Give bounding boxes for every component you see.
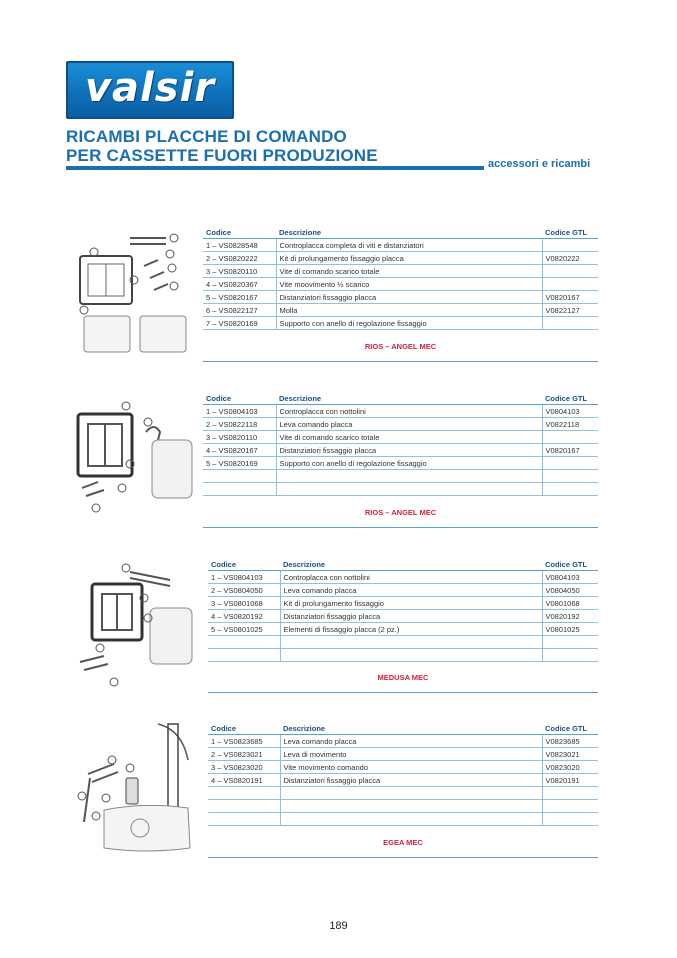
part-description: Supporto con anello di regolazione fissaggio: [276, 457, 542, 470]
exploded-view-illustration: [74, 226, 196, 356]
page-number: 189: [329, 920, 348, 932]
section-divider: [203, 361, 598, 362]
gtl-code: V0823021: [542, 748, 598, 761]
part-code: 5 – VS0801025: [208, 623, 280, 636]
table-row: [208, 735, 598, 748]
part-code: 3 – VS0820110: [203, 265, 276, 278]
table-row: [208, 584, 598, 597]
gtl-code: [542, 483, 598, 496]
part-description: [280, 787, 542, 800]
column-header-description: Descrizione: [276, 392, 542, 405]
column-header-gtl: Codice GTL: [542, 392, 598, 405]
section-divider: [203, 527, 598, 528]
part-code: 4 – VS0820192: [208, 610, 280, 623]
table-header-row: [203, 392, 598, 405]
title-line-2: PER CASSETTE FUORI PRODUZIONE: [66, 146, 378, 165]
table-row: [208, 597, 598, 610]
part-description: Distanziatori fissaggio placca: [280, 774, 542, 787]
table-row: [208, 774, 598, 787]
table-header-row: [208, 558, 598, 571]
gtl-code: [542, 431, 598, 444]
gtl-code: V0820167: [542, 444, 598, 457]
part-code: [203, 483, 276, 496]
exploded-view-illustration: [74, 392, 196, 522]
table-row: [203, 418, 598, 431]
part-code: 2 – VS0823021: [208, 748, 280, 761]
part-description: Controplacca completa di viti e distanziatori: [276, 239, 542, 252]
part-description: Leva comando placca: [280, 584, 542, 597]
part-code: 3 – VS0801068: [208, 597, 280, 610]
part-code: 7 – VS0820169: [203, 317, 276, 330]
part-code: 2 – VS0804050: [208, 584, 280, 597]
table-row: [203, 317, 598, 330]
part-code: [208, 813, 280, 826]
part-code: 1 – VS0828548: [203, 239, 276, 252]
part-description: Controplacca con nottolini: [280, 571, 542, 584]
table-row: [208, 800, 598, 813]
part-code: 5 – VS0820169: [203, 457, 276, 470]
gtl-code: V0801068: [542, 597, 598, 610]
part-description: Controplacca con nottolini: [276, 405, 542, 418]
table-row: [208, 761, 598, 774]
column-header-description: Descrizione: [280, 722, 542, 735]
table-row: [203, 304, 598, 317]
part-description: Distanziatori fissaggio placca: [280, 610, 542, 623]
part-description: Molla: [276, 304, 542, 317]
part-code: 5 – VS0820167: [203, 291, 276, 304]
gtl-code: V0820167: [542, 291, 598, 304]
table-row: [208, 748, 598, 761]
table-row: [203, 431, 598, 444]
gtl-code: V0823020: [542, 761, 598, 774]
part-description: Distanziatori fissaggio placca: [276, 444, 542, 457]
column-header-gtl: Codice GTL: [542, 558, 598, 571]
section-divider: [208, 857, 598, 858]
part-code: 4 – VS0820191: [208, 774, 280, 787]
part-code: 4 – VS0820367: [203, 278, 276, 291]
model-caption: MEDUSA MEC: [377, 673, 429, 682]
column-header-gtl: Codice GTL: [542, 226, 598, 239]
part-code: 1 – VS0804103: [208, 571, 280, 584]
part-code: [208, 649, 280, 662]
parts-table: [203, 226, 598, 330]
gtl-code: [542, 800, 598, 813]
gtl-code: [542, 813, 598, 826]
valsir-logo: [66, 61, 234, 119]
gtl-code: V0804050: [542, 584, 598, 597]
part-description: Leva di movimento: [280, 748, 542, 761]
gtl-code: [542, 649, 598, 662]
table-row: [203, 252, 598, 265]
gtl-code: [542, 278, 598, 291]
part-description: Vite moovimento ½ scarico: [276, 278, 542, 291]
model-caption: EGEA MEC: [383, 838, 423, 847]
part-description: Vite movimento comando: [280, 761, 542, 774]
gtl-code: V0822118: [542, 418, 598, 431]
part-description: [280, 636, 542, 649]
part-description: Kit di prolungamento fissaggio placca: [276, 252, 542, 265]
part-code: [208, 636, 280, 649]
part-description: [276, 483, 542, 496]
gtl-code: [542, 636, 598, 649]
part-description: Vite di comando scarico totale: [276, 265, 542, 278]
table-row: [203, 483, 598, 496]
parts-table: [203, 392, 598, 496]
column-header-code: Codice: [208, 722, 280, 735]
table-row: [208, 610, 598, 623]
part-code: 1 – VS0823685: [208, 735, 280, 748]
gtl-code: V0820222: [542, 252, 598, 265]
title-underline: [66, 166, 484, 170]
table-row: [208, 649, 598, 662]
part-code: 3 – VS0823020: [208, 761, 280, 774]
part-code: 3 – VS0820110: [203, 431, 276, 444]
gtl-code: V0804103: [542, 405, 598, 418]
part-description: Leva comando placca: [276, 418, 542, 431]
part-code: [208, 800, 280, 813]
part-code: 1 – VS0804103: [203, 405, 276, 418]
table-row: [203, 444, 598, 457]
gtl-code: [542, 457, 598, 470]
gtl-code: [542, 787, 598, 800]
page-title: [66, 127, 378, 165]
exploded-view-illustration: [74, 722, 196, 852]
logo-text: valsir: [84, 65, 216, 111]
column-header-code: Codice: [203, 392, 276, 405]
part-code: 2 – VS0820222: [203, 252, 276, 265]
table-row: [208, 813, 598, 826]
table-header-row: [208, 722, 598, 735]
part-description: [280, 813, 542, 826]
column-header-description: Descrizione: [280, 558, 542, 571]
table-row: [203, 405, 598, 418]
gtl-code: [542, 317, 598, 330]
exploded-view-illustration: [74, 558, 196, 688]
table-row: [203, 265, 598, 278]
part-code: 4 – VS0820167: [203, 444, 276, 457]
section-subtitle: accessori e ricambi: [488, 158, 591, 170]
table-row: [208, 636, 598, 649]
part-description: Vite di comando scarico totale: [276, 431, 542, 444]
table-row: [203, 278, 598, 291]
column-header-code: Codice: [203, 226, 276, 239]
part-description: [280, 649, 542, 662]
table-row: [203, 291, 598, 304]
part-code: [208, 787, 280, 800]
gtl-code: V0823685: [542, 735, 598, 748]
part-description: Leva comando placca: [280, 735, 542, 748]
part-description: Supporto con anello di regolazione fissaggio: [276, 317, 542, 330]
gtl-code: V0804103: [542, 571, 598, 584]
part-code: [203, 470, 276, 483]
table-row: [208, 787, 598, 800]
part-description: [280, 800, 542, 813]
section-divider: [208, 692, 598, 693]
parts-table: [208, 558, 598, 662]
table-row: [203, 457, 598, 470]
model-caption: RIOS – ANGEL MEC: [364, 508, 437, 517]
part-description: [276, 470, 542, 483]
gtl-code: V0820192: [542, 610, 598, 623]
table-row: [208, 571, 598, 584]
gtl-code: V0801025: [542, 623, 598, 636]
title-line-1: RICAMBI PLACCHE DI COMANDO: [66, 127, 347, 146]
part-description: Distanziatori fissaggio placca: [276, 291, 542, 304]
part-code: 6 – VS0822127: [203, 304, 276, 317]
gtl-code: [542, 265, 598, 278]
part-description: Kit di prolungamento fissaggio: [280, 597, 542, 610]
table-row: [203, 470, 598, 483]
column-header-gtl: Codice GTL: [542, 722, 598, 735]
gtl-code: [542, 239, 598, 252]
table-row: [203, 239, 598, 252]
model-caption: RIOS – ANGEL MEC: [364, 342, 437, 351]
gtl-code: V0822127: [542, 304, 598, 317]
part-code: 2 – VS0822118: [203, 418, 276, 431]
gtl-code: V0820191: [542, 774, 598, 787]
table-row: [208, 623, 598, 636]
table-header-row: [203, 226, 598, 239]
column-header-description: Descrizione: [276, 226, 542, 239]
part-description: Elementi di fissaggio placca (2 pz.): [280, 623, 542, 636]
gtl-code: [542, 470, 598, 483]
parts-table: [208, 722, 598, 826]
column-header-code: Codice: [208, 558, 280, 571]
